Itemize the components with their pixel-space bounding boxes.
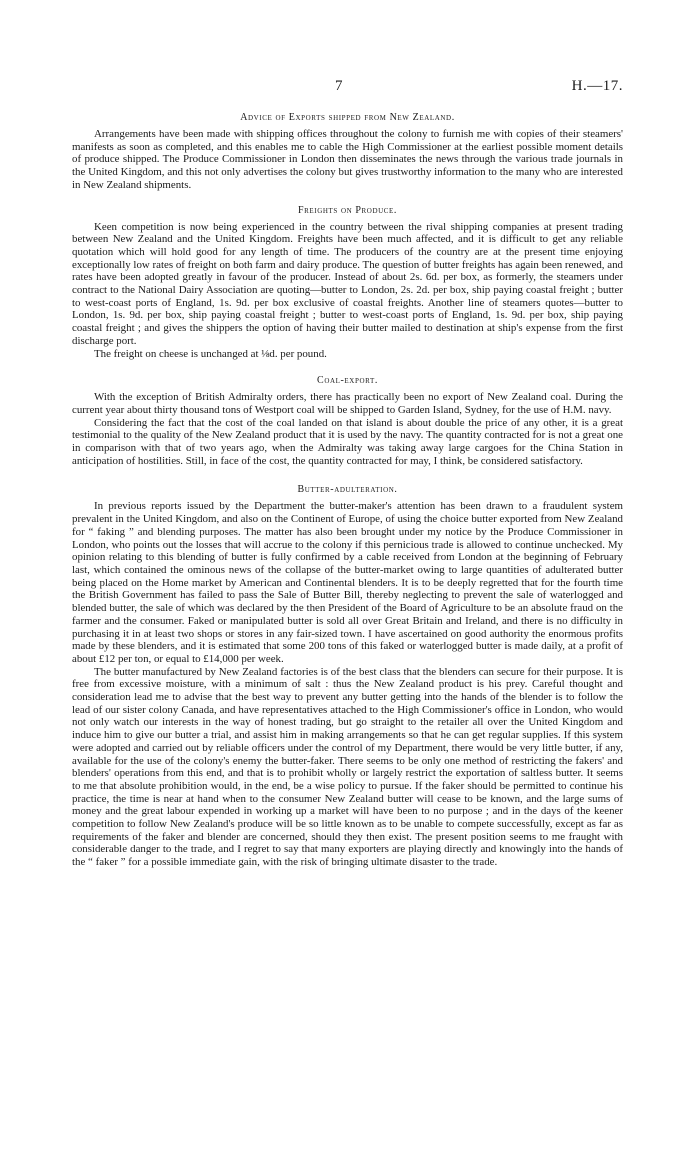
section-heading: Advice of Exports shipped from New Zealand. (240, 112, 455, 123)
paragraph: The freight on cheese is unchanged at ⅛d. per pound. (94, 347, 327, 360)
section-heading: Freights on Produce. (297, 204, 398, 216)
paragraph: In previous reports issued by the Department the butter-maker's attention has been drawn to a fraudulent system prevalent in the United Kingdom, and also on the Continent of Europe, of using the choice butter exported from New Zealand for “ faking ” and blending purposes. The matter has also been brought under my notice by the Produce Commissioner in London, who points out the losses that will accrue to the colony if this pernicious trade is allowed to continue unchecked. My opinion relating to this blending of butter is fully confirmed by a cable received from London at the beginning of February last, which contained the ominous news of the collapse of the butter-market owing to large quantities of adulterated butter being placed on the Home market by American and Continental blenders. It is to be deeply regretted that for the fourth time the British Government has failed to pass the Sale of Butter Bill, thereby neglecting to prevent the sale of waterlogged and blended butter, the sale of which was declared by the then President of the Board of Agriculture to be an absolute fraud on the farmer and the consumer. Faked or manipulated butter is sold all over Great Britain and Ireland, and there is no difficulty in purchasing it in at least two shops or stores in any fair-sized town. I have ascertained on good authority the enormous profits made by these blenders, and it is estimated that some 200 tons of this faked or waterlogged butter is made daily, at a profit of about £12 per ton, or equal to £14,000 per week. (72, 500, 623, 665)
section-coal-export (72, 374, 623, 467)
paragraph: Arrangements have been made with shipping offices throughout the colony to furnish me with copies of their steamers' manifests as soon as completed, and this enables me to cable the High Commissioner at the earliest possible moment details of produce shipped. The Produce Commissioner in London then disseminates the news through the various trade journals in the United Kingdom, and this not only advertises the colony but gives trustworthy information to the many who are interested in New Zealand shipments. (72, 128, 623, 191)
section-advice-of-exports (72, 111, 623, 192)
section-heading: Butter-adulteration. (297, 484, 398, 496)
paragraph: Keen competition is now being experienced in the country between the rival shipping companies at present trading between New Zealand and the United Kingdom. Freights have been much affected, and it is difficult to get any reliable quotation which will hold good for any length of time. The producers of the country are at the present time enjoying exceptionally low rates of freight on both farm and dairy produce. The question of butter freights has again been renewed, and rates have been adopted greatly in favour of the producer. Instead of about 2s. 6d. per box, as formerly, the steamers under contract to the National Dairy Association are quoting—butter to London, 2s. 2d. per box, ship paying coastal freight ; butter to west-coast ports of England, 1s. 9d. per box exclusive of coastal freights. Another line of steamers quotes—butter to London, 1s. 9d. per box, ship paying coastal freight ; butter to west-coast ports of England, 1s. 9d. per box, ship paying coastal freight ; and gives the shippers the option of having their butter mailed to destination at ship's expense from the first discharge port. (72, 220, 623, 347)
paragraph: Considering the fact that the cost of the coal landed on that island is about double the price of any other, it is a great testimonial to the quality of the New Zealand product that it is used by the navy. The quantity contracted for is not a great one in comparison with that of two years ago, when the Admiralty was taking away large cargoes for the China Station in anticipation of hostilities. Still, in face of the cost, the quantity contracted for may, I think, be considered satisfactory. (72, 416, 623, 467)
page-number: 7 (335, 78, 343, 94)
section-freights-on-produce (72, 204, 623, 361)
document-reference: H.—17. (571, 78, 623, 94)
document-body (72, 111, 623, 869)
paragraph: The butter manufactured by New Zealand factories is of the best class that the blenders can secure for their purpose. It is free from excessive moisture, with a minimum of salt : thus the New Zealand product is his prey. Careful thought and consideration lead me to advise that the best way to prevent any butter getting into the hands of the blender is to follow the lead of our sister colony Canada, and have representatives attached to the High Commissioner's office in London, who would not only watch our interests in the way of honest trading, but go straight to the retailer all over the United Kingdom and induce him to give our butter a trial, and assist him in making arrangements so that he can get regular supplies. If this system were adopted and carried out by reliable officers under the control of my Department, there would be very little butter, if any, available for the use of the colony's enemy the butter-faker. There seems to be only one method of restricting the fakers' and blenders' operations from this end, and that is to prohibit wholly or largely restrict the exportation of saltless butter. It seems to me that absolute prohibition would, in the end, be a wise policy to pursue. If the faker should be permitted to continue his practice, the time is near at hand when to the consumer New Zealand butter will cease to be known, and the large sums of money and the great labour expended in working up a market will have been to no purpose ; and in the days of the keener competition to follow New Zealand's produce will be so little known as to be unable to compete successfully, except as far as requirements of the faker and blender are concerned, should they then exist. The present position seems to me fraught with considerable danger to the trade, and I regret to say that many exporters are playing directly and knowingly into the hands of the “ faker ” for a possible immediate gain, with the risk of bringing ultimate disaster to the trade. (72, 665, 623, 869)
section-heading: Coal-export. (317, 375, 378, 387)
paragraph: With the exception of British Admiralty orders, there has practically been no export of New Zealand coal. During the current year about thirty thousand tons of Westport coal will be shipped to Garden Island, Sydney, for the use of H.M. navy. (72, 391, 623, 416)
section-butter-adulteration (72, 483, 623, 868)
page-header (72, 78, 623, 98)
